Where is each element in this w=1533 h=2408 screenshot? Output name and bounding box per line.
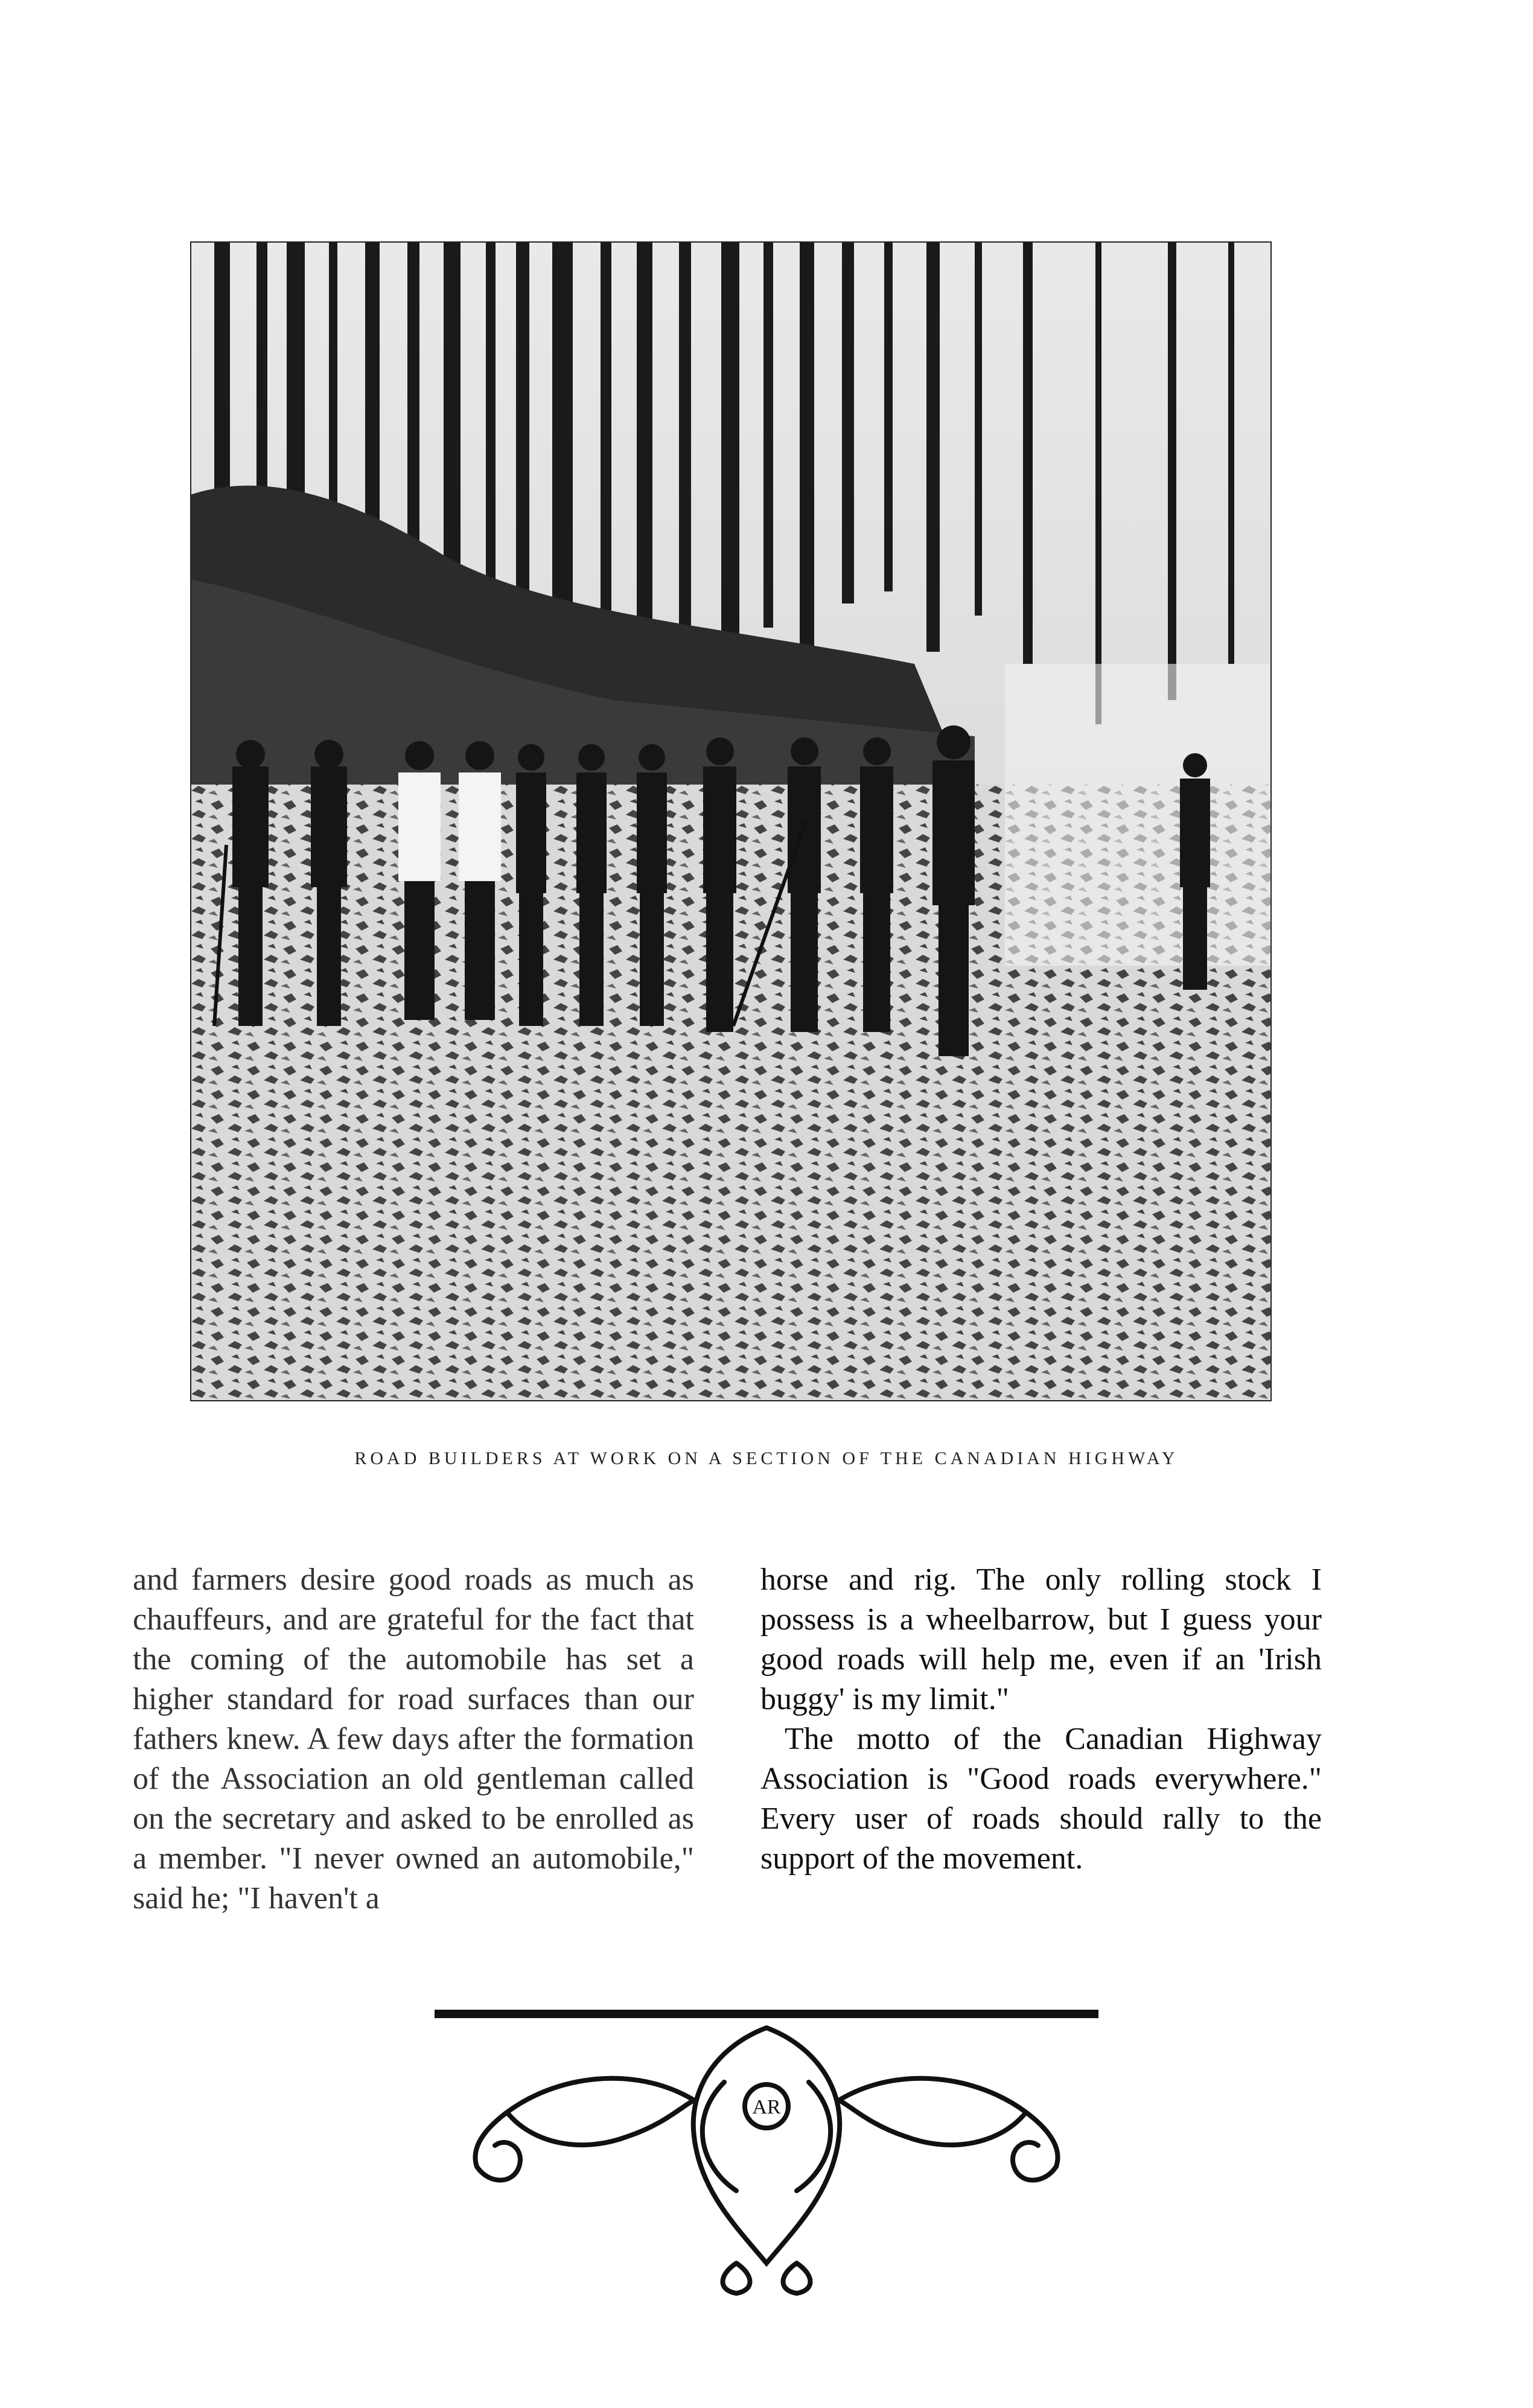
decorative-ornament — [435, 2010, 1098, 2299]
paragraph: and farmers desire good roads as much as chauffeurs, and are grateful for the fact that the coming of the automobile has set a higher standard for road surfaces than our fathers knew. A few days after the formation of the Association an old gentleman called on the secretary and asked to be enrolled as a member. "I never owned an automobile," said he; "I haven't a — [133, 1562, 694, 1916]
text-column-right — [760, 1560, 1322, 1879]
photo-caption: ROAD BUILDERS AT WORK ON A SECTION OF THE CANADIAN HIGHWAY — [354, 1448, 1179, 1468]
paragraph: horse and rig. The only rolling stock I possess is a wheelbarrow, but I guess your good roads will help me, even if an 'Irish buggy' is my limit." — [760, 1562, 1322, 1716]
road-builders-photo — [190, 241, 1272, 1401]
text-column-left — [133, 1560, 694, 1919]
paragraph: The motto of the Canadian Highway Association is "Good roads everywhere." Every user of roads should rally to the support of the movement. — [760, 1722, 1322, 1876]
svg-text:AR: AR — [752, 2096, 781, 2118]
